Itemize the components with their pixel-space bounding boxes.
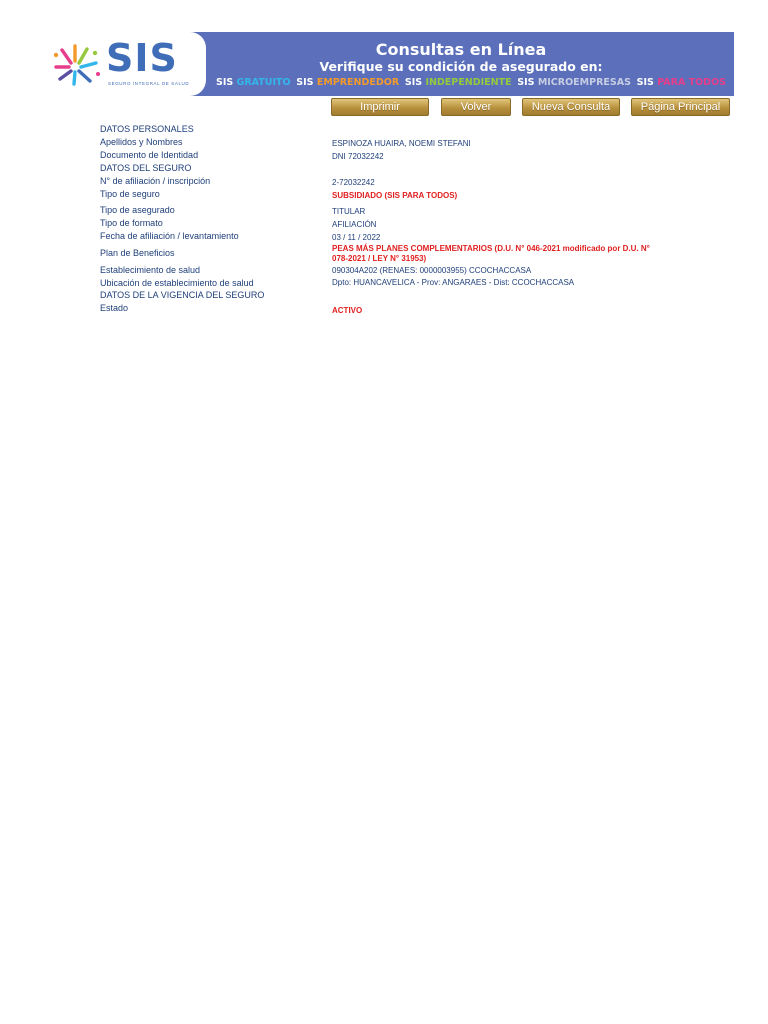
row-id-document bbox=[0, 150, 768, 163]
field-value: ESPINOZA HUAIRA, NOEMI STEFANI bbox=[332, 139, 471, 148]
field-value: 03 / 11 / 2022 bbox=[332, 233, 381, 242]
section-insurance bbox=[0, 163, 768, 176]
plan-microempresas[interactable]: SIS MICROEMPRESAS bbox=[517, 77, 631, 88]
new-query-button[interactable]: Nueva Consulta bbox=[522, 98, 620, 116]
starburst-icon bbox=[52, 41, 102, 87]
back-button[interactable]: Volver bbox=[441, 98, 511, 116]
field-label: Apellidos y Nombres bbox=[100, 137, 183, 147]
print-button[interactable]: Imprimir bbox=[331, 98, 429, 116]
field-value: SUBSIDIADO (SIS PARA TODOS) bbox=[332, 191, 458, 200]
section-title: DATOS DE LA VIGENCIA DEL SEGURO bbox=[100, 290, 265, 300]
section-personal bbox=[0, 124, 768, 137]
field-value: 2-72032242 bbox=[332, 178, 375, 187]
field-label: Establecimiento de salud bbox=[100, 265, 201, 275]
plan-emprendedor[interactable]: SIS EMPRENDEDOR bbox=[296, 77, 400, 88]
page-subtitle: Verifique su condición de asegurado en: bbox=[319, 59, 603, 74]
plan-list bbox=[216, 76, 726, 90]
plan-para-todos[interactable]: SIS PARA TODOS bbox=[636, 77, 726, 88]
field-label: Plan de Beneficios bbox=[100, 248, 175, 258]
logo-subtitle: SEGURO INTEGRAL DE SALUD bbox=[108, 81, 190, 86]
row-affiliation-number bbox=[0, 176, 768, 189]
row-insured-type bbox=[0, 205, 768, 218]
sis-logo[interactable] bbox=[38, 32, 206, 96]
field-label: Tipo de formato bbox=[100, 218, 163, 228]
field-value: AFILIACIÓN bbox=[332, 220, 377, 229]
page-title: Consultas en Línea bbox=[375, 40, 547, 59]
field-label: N° de afiliación / inscripción bbox=[100, 176, 211, 186]
field-value: PEAS MÁS PLANES COMPLEMENTARIOS (D.U. N° 046-2021 modificado por D.U. N° 078-2021 / LEY N° 31953) bbox=[332, 244, 650, 263]
field-label: Tipo de seguro bbox=[100, 189, 160, 199]
field-value: TITULAR bbox=[332, 207, 366, 216]
plan-gratuito[interactable]: SIS GRATUITO bbox=[216, 77, 291, 88]
field-value: 090304A202 (RENAES: 0000003955) CCOCHACCASA bbox=[332, 266, 532, 275]
row-names bbox=[0, 137, 768, 150]
section-title: DATOS DEL SEGURO bbox=[100, 163, 192, 173]
field-label: Estado bbox=[100, 303, 129, 313]
row-health-facility bbox=[0, 265, 768, 278]
plan-independiente[interactable]: SIS INDEPENDIENTE bbox=[404, 77, 512, 88]
field-label: Ubicación de establecimiento de salud bbox=[100, 278, 254, 288]
row-format-type bbox=[0, 218, 768, 231]
field-label: Documento de Identidad bbox=[100, 150, 199, 160]
field-value: Dpto: HUANCAVELICA - Prov: ANGARAES - Dist: CCOCHACCASA bbox=[332, 278, 575, 287]
status-value: ACTIVO bbox=[332, 306, 363, 315]
field-label: Tipo de asegurado bbox=[100, 205, 175, 215]
section-validity bbox=[0, 290, 768, 303]
field-label: Fecha de afiliación / levantamiento bbox=[100, 231, 239, 241]
logo-wordmark: SIS bbox=[106, 36, 178, 80]
home-button[interactable]: Página Principal bbox=[631, 98, 730, 116]
row-benefits-plan bbox=[0, 243, 768, 265]
row-status bbox=[0, 303, 768, 316]
header-banner bbox=[38, 32, 734, 96]
field-value: DNI 72032242 bbox=[332, 152, 384, 161]
row-insurance-type bbox=[0, 189, 768, 202]
section-title: DATOS PERSONALES bbox=[100, 124, 194, 134]
